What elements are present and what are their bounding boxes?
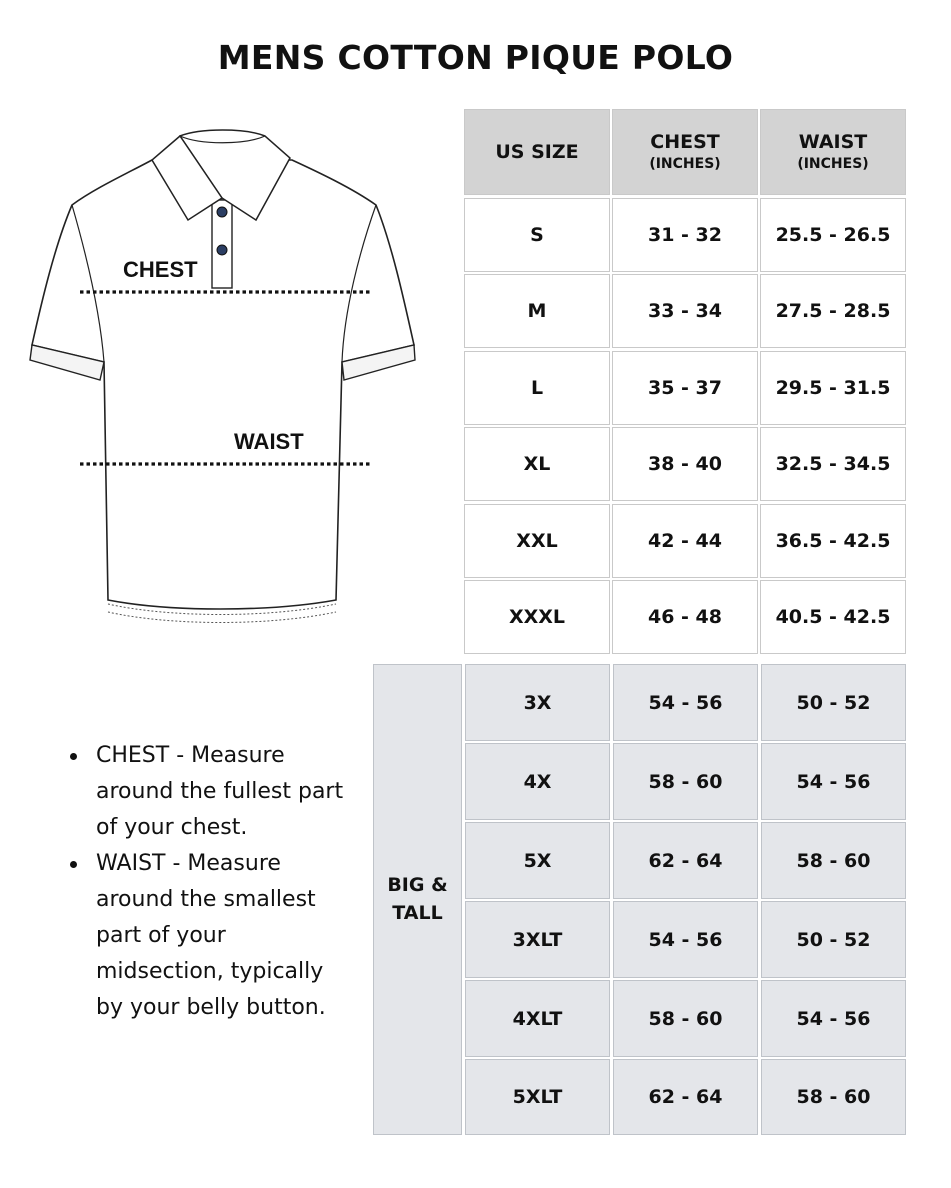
cell-waist: 58 - 60 [761, 822, 906, 899]
cell-size: 3X [465, 664, 610, 741]
header-us-size [464, 109, 610, 195]
cell-size: M [464, 274, 610, 348]
header-us-size-label: US SIZE [495, 140, 579, 163]
note-waist-text: WAIST - Measure around the smallest part of your midsection, typically by your belly button. [96, 851, 326, 1020]
bullet-icon [70, 861, 77, 868]
header-chest-label: CHEST [650, 131, 720, 154]
page-title: MENS COTTON PIQUE POLO [217, 38, 734, 77]
waist-label: WAIST [234, 429, 304, 454]
header-waist-label: WAIST [798, 131, 868, 154]
big-tall-label-line1: BIG & [387, 873, 448, 896]
cell-waist: 36.5 - 42.5 [760, 504, 906, 578]
note-waist [66, 846, 356, 1026]
cell-size: 4X [465, 743, 610, 820]
cell-chest: 35 - 37 [612, 351, 758, 425]
big-tall-label-line2: TALL [392, 901, 443, 924]
big-tall-group-label [373, 664, 462, 1135]
cell-waist: 29.5 - 31.5 [760, 351, 906, 425]
cell-size: L [464, 351, 610, 425]
note-chest-text: CHEST - Measure around the fullest part of your chest. [96, 743, 344, 840]
measurement-notes [66, 738, 356, 1026]
cell-chest: 58 - 60 [613, 743, 758, 820]
header-chest-unit: (INCHES) [649, 156, 721, 172]
header-chest [612, 109, 758, 195]
cell-waist: 40.5 - 42.5 [760, 580, 906, 654]
cell-size: 5X [465, 822, 610, 899]
cell-waist: 27.5 - 28.5 [760, 274, 906, 348]
cell-size: 3XLT [465, 901, 610, 978]
cell-chest: 38 - 40 [612, 427, 758, 501]
cell-waist: 25.5 - 26.5 [760, 198, 906, 272]
cell-size: XL [464, 427, 610, 501]
cell-chest: 33 - 34 [612, 274, 758, 348]
cell-chest: 54 - 56 [613, 664, 758, 741]
header-waist [760, 109, 906, 195]
cell-waist: 58 - 60 [761, 1059, 906, 1135]
cell-chest: 42 - 44 [612, 504, 758, 578]
polo-shirt-icon [0, 120, 440, 640]
chest-label: CHEST [123, 257, 198, 282]
cell-chest: 62 - 64 [613, 1059, 758, 1135]
bullet-icon [70, 753, 77, 760]
cell-waist: 50 - 52 [761, 664, 906, 741]
cell-size: XXL [464, 504, 610, 578]
cell-chest: 62 - 64 [613, 822, 758, 899]
cell-chest: 54 - 56 [613, 901, 758, 978]
cell-size: 5XLT [465, 1059, 610, 1135]
cell-chest: 58 - 60 [613, 980, 758, 1057]
cell-chest: 46 - 48 [612, 580, 758, 654]
cell-size: XXXL [464, 580, 610, 654]
cell-chest: 31 - 32 [612, 198, 758, 272]
cell-waist: 54 - 56 [761, 743, 906, 820]
note-chest [66, 738, 356, 846]
cell-waist: 50 - 52 [761, 901, 906, 978]
cell-size: S [464, 198, 610, 272]
cell-waist: 54 - 56 [761, 980, 906, 1057]
cell-waist: 32.5 - 34.5 [760, 427, 906, 501]
cell-size: 4XLT [465, 980, 610, 1057]
header-waist-unit: (INCHES) [797, 156, 869, 172]
